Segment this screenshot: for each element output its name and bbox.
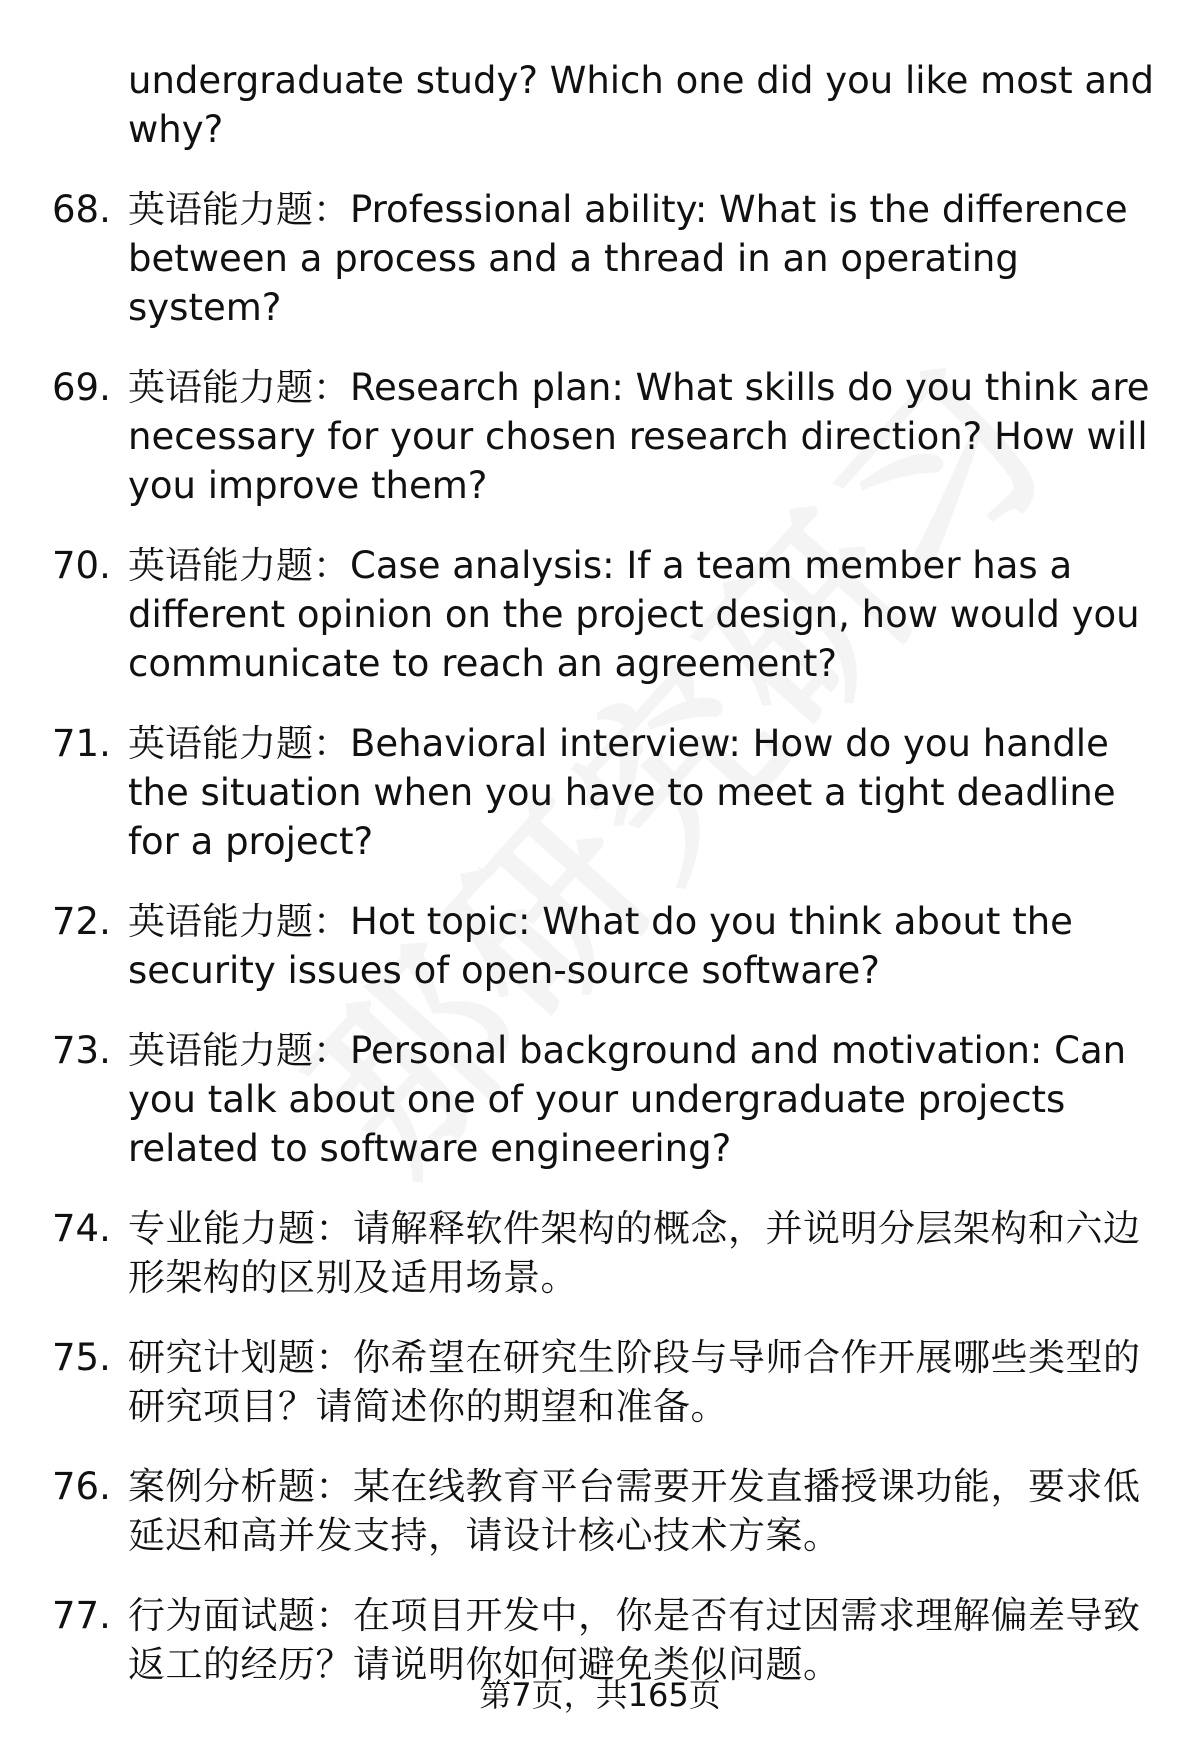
question-text: 英语能力题：Professional ability: What is the difference between a process and a thread in an operating system?: [128, 188, 1128, 329]
question-item-73: [0, 1026, 1200, 1173]
question-item-69: [0, 363, 1200, 510]
continued-question-text: undergraduate study? Which one did you like most and why?: [128, 59, 1155, 151]
question-number: 76.: [52, 1465, 111, 1508]
question-item-68: [0, 185, 1200, 332]
question-text: 行为面试题：在项目开发中，你是否有过因需求理解偏差导致返工的经历？请说明你如何避免类似问题。: [128, 1594, 1141, 1686]
question-text: 英语能力题：Research plan: What skills do you think are necessary for your chosen research direction? How will you improve them?: [128, 366, 1150, 507]
question-number: 72.: [52, 900, 111, 943]
question-item-70: [0, 541, 1200, 688]
question-number: 73.: [52, 1029, 111, 1072]
question-number: 75.: [52, 1336, 111, 1379]
question-text: 专业能力题：请解释软件架构的概念，并说明分层架构和六边形架构的区别及适用场景。: [128, 1207, 1141, 1299]
document-body: [0, 56, 1200, 1720]
question-number: 71.: [52, 722, 111, 765]
page-footer: 第7页，共165页: [479, 1676, 721, 1714]
question-text: 英语能力题：Personal background and motivation: Can you talk about one of your undergraduate projects related to software engineering?: [128, 1029, 1127, 1170]
question-number: 70.: [52, 544, 111, 587]
question-item-76: [0, 1462, 1200, 1560]
question-number: 74.: [52, 1207, 111, 1250]
question-text: 英语能力题：Hot topic: What do you think about the security issues of open-source software?: [128, 900, 1073, 992]
question-text: 研究计划题：你希望在研究生阶段与导师合作开展哪些类型的研究项目？请简述你的期望和准备。: [128, 1336, 1141, 1428]
question-text: 英语能力题：Behavioral interview: How do you handle the situation when you have to meet a tight deadline for a project?: [128, 722, 1116, 863]
question-number: 69.: [52, 366, 111, 409]
question-item-74: [0, 1204, 1200, 1302]
question-item-71: [0, 719, 1200, 866]
question-item-72: [0, 897, 1200, 995]
question-number: 77.: [52, 1594, 111, 1637]
question-number: 68.: [52, 188, 111, 231]
question-item-75: [0, 1333, 1200, 1431]
question-text: 英语能力题：Case analysis: If a team member has a different opinion on the project design, how would you communicate to reach an agreement?: [128, 544, 1140, 685]
question-text: 案例分析题：某在线教育平台需要开发直播授课功能，要求低延迟和高并发支持，请设计核心技术方案。: [128, 1465, 1141, 1557]
